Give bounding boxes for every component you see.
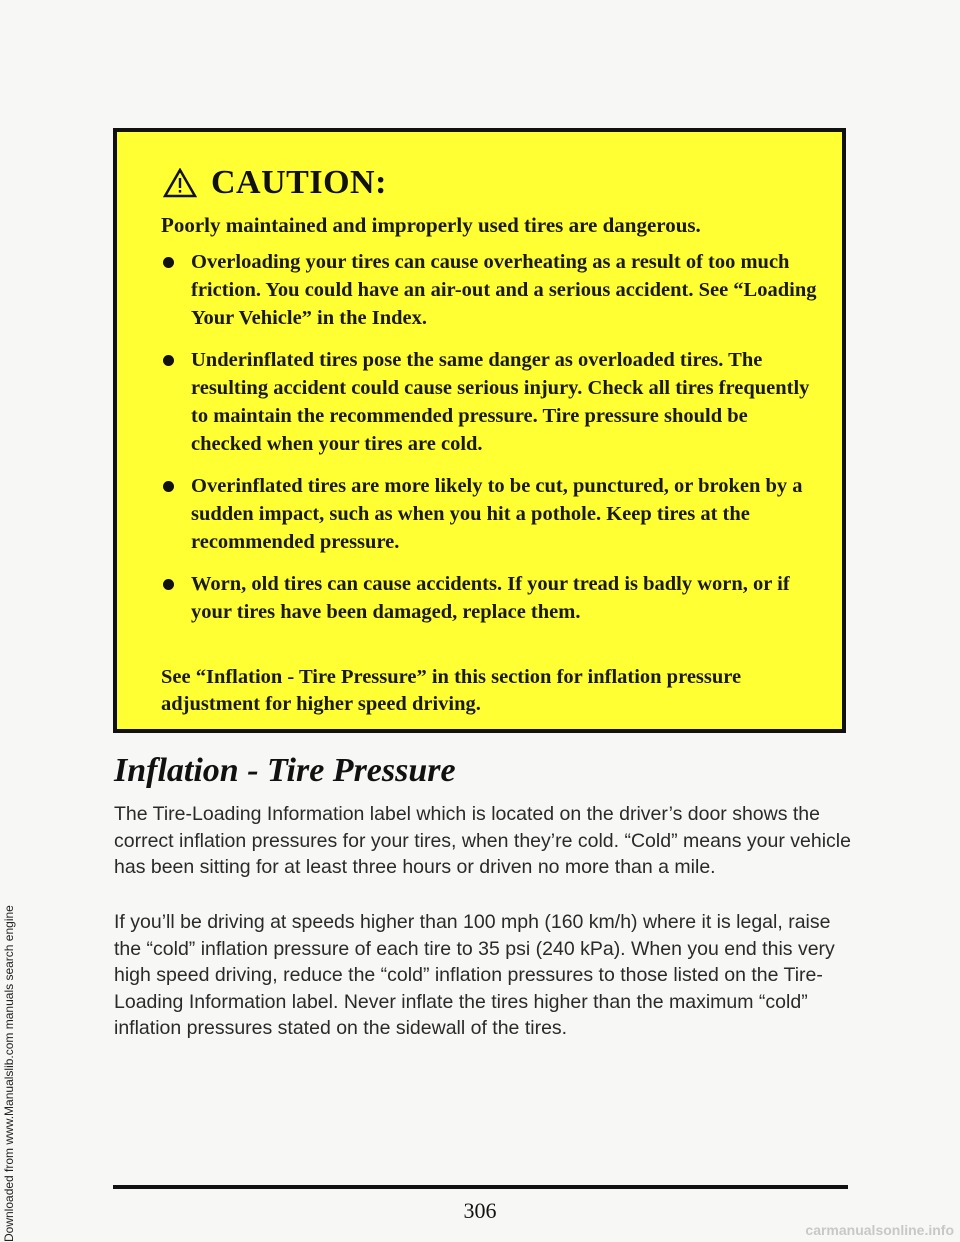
caution-footer: See “Inflation - Tire Pressure” in this section for inflation pressure adjustment for higher speed driving.	[161, 666, 742, 715]
caution-bullet	[161, 472, 821, 556]
bullet-dot-icon	[163, 579, 174, 590]
bullet-dot-icon	[163, 257, 174, 268]
watermark-side	[0, 0, 20, 1242]
caution-title: CAUTION:	[211, 164, 387, 201]
footer-rule	[113, 1185, 848, 1189]
bullet-dot-icon	[163, 481, 174, 492]
bullet-text: Underinflated tires pose the same danger as overloaded tires. The resulting accident could cause serious injury. Check all tires frequently to maintain the recommended pressure. Tire pressure should be checked when your tires are cold.	[191, 349, 810, 455]
caution-bullet	[161, 248, 821, 332]
body-paragraph: The Tire-Loading Information label which is located on the driver’s door shows the correct inflation pressures for your tires, when they’re cold. “Cold” means your vehicle has been sitting for at least three hours or driven no more than a mile.	[114, 803, 851, 878]
bullet-text: Worn, old tires can cause accidents. If your tread is badly worn, or if your tires have been damaged, replace them.	[191, 573, 790, 623]
watermark-text: Downloaded from www.Manualslib.com manuals search engine	[2, 905, 16, 1242]
body-paragraph: If you’ll be driving at speeds higher than 100 mph (160 km/h) where it is legal, raise the “cold” inflation pressure of each tire to 35 psi (240 kPa). When you end this very high speed driving, reduce the “cold” inflation pressures to those listed on the Tire-Loading Information label. Never inflate the tires higher than the maximum “cold” inflation pressures stated on the sidewall of the tires.	[114, 911, 835, 1039]
section-title: Inflation - Tire Pressure	[114, 752, 456, 789]
caution-bullet-list	[161, 248, 821, 640]
footer-watermark: carmanualsonline.info	[805, 1222, 954, 1238]
caution-bullet	[161, 346, 821, 458]
bullet-dot-icon	[163, 355, 174, 366]
bullet-text: Overinflated tires are more likely to be cut, punctured, or broken by a sudden impact, such as when you hit a pothole. Keep tires at the recommended pressure.	[191, 475, 803, 553]
caution-bullet	[161, 570, 821, 626]
warning-triangle-icon	[163, 168, 197, 198]
caution-intro: Poorly maintained and improperly used tires are dangerous.	[161, 213, 701, 237]
caution-box	[113, 128, 846, 733]
page-number: 306	[463, 1198, 497, 1223]
caution-header	[163, 164, 387, 202]
bullet-text: Overloading your tires can cause overheating as a result of too much friction. You could have an air-out and a serious accident. See “Loading Your Vehicle” in the Index.	[191, 251, 817, 329]
